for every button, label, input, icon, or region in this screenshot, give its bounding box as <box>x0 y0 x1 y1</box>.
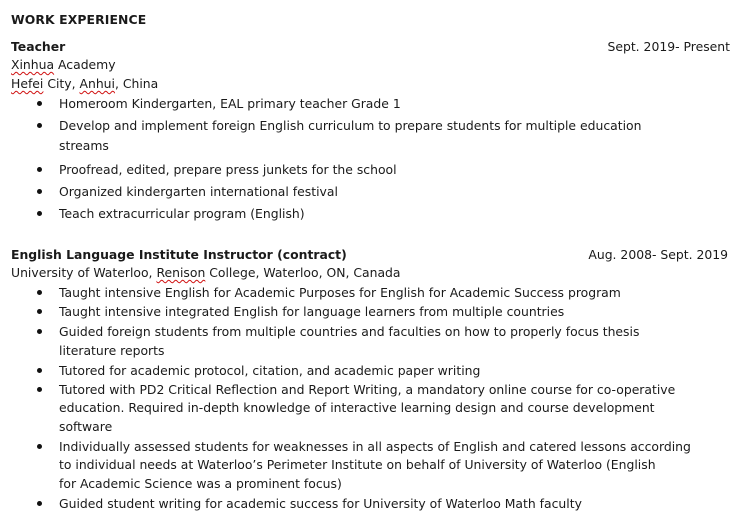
bullet-text: literature reports <box>59 343 165 358</box>
bullet-text: Taught intensive integrated English for language learners from multiple countries <box>59 304 565 319</box>
bullet-text: Individually assessed students for weaknesses in all aspects of English and catered lessons according <box>59 439 691 454</box>
bullet-text: Tutored with PD2 Critical Reflection and Report Writing, a mandatory online course for co-operative <box>59 382 676 397</box>
bullet-dot <box>37 189 42 194</box>
bullet-dot <box>37 444 42 449</box>
location-word: Anhui <box>79 76 115 91</box>
org-word: Renison <box>156 265 206 280</box>
job-location <box>11 75 158 92</box>
location-word: Hefei <box>11 76 44 91</box>
job-dates: Sept. 2019- Present <box>607 39 730 54</box>
bullet-dot <box>37 211 42 216</box>
bullet-text: to individual needs at Waterloo’s Perimeter Institute on behalf of University of Waterloo (English <box>59 457 656 472</box>
bullet-text: Organized kindergarten international festival <box>59 184 338 199</box>
bullet-dot <box>37 501 42 506</box>
bullet-text: Guided student writing for academic success for University of Waterloo Math faculty <box>59 496 582 511</box>
job-title: English Language Institute Instructor (contract) <box>11 247 347 262</box>
bullet-dot <box>37 329 42 334</box>
org-word: College, Waterloo, ON, Canada <box>205 265 401 280</box>
bullet-text: for Academic Science was a prominent focus) <box>59 476 342 491</box>
job-dates: Aug. 2008- Sept. 2019 <box>588 247 728 262</box>
job-organization <box>11 56 116 73</box>
bullet-text: education. Required in-depth knowledge of interactive learning design and course development <box>59 400 655 415</box>
job-organization <box>11 264 401 281</box>
bullet-text: Tutored for academic protocol, citation, and academic paper writing <box>59 363 481 378</box>
bullet-dot <box>37 387 42 392</box>
org-word: Xinhua <box>11 57 55 72</box>
bullet-dot <box>37 368 42 373</box>
section-heading: WORK EXPERIENCE <box>11 12 147 27</box>
bullet-text: Teach extracurricular program (English) <box>59 206 305 221</box>
bullet-text: Proofread, edited, prepare press junkets for the school <box>59 162 397 177</box>
bullet-dot <box>37 290 42 295</box>
bullet-text: Guided foreign students from multiple countries and faculties on how to properly focus thesis <box>59 324 640 339</box>
bullet-text: software <box>59 419 113 434</box>
bullet-text: Homeroom Kindergarten, EAL primary teacher Grade 1 <box>59 96 401 111</box>
bullet-text: Develop and implement foreign English curriculum to prepare students for multiple education <box>59 118 642 133</box>
bullet-dot <box>37 123 42 128</box>
bullet-text: Taught intensive English for Academic Purposes for English for Academic Success program <box>59 285 621 300</box>
bullet-dot <box>37 309 42 314</box>
job-title: Teacher <box>11 39 66 54</box>
bullet-dot <box>37 101 42 106</box>
location-word: , China <box>114 76 159 91</box>
org-word: Academy <box>54 57 116 72</box>
bullet-text: streams <box>59 138 109 153</box>
location-word: City, <box>43 76 80 91</box>
bullet-dot <box>37 167 42 172</box>
org-word: University of Waterloo, <box>11 265 157 280</box>
